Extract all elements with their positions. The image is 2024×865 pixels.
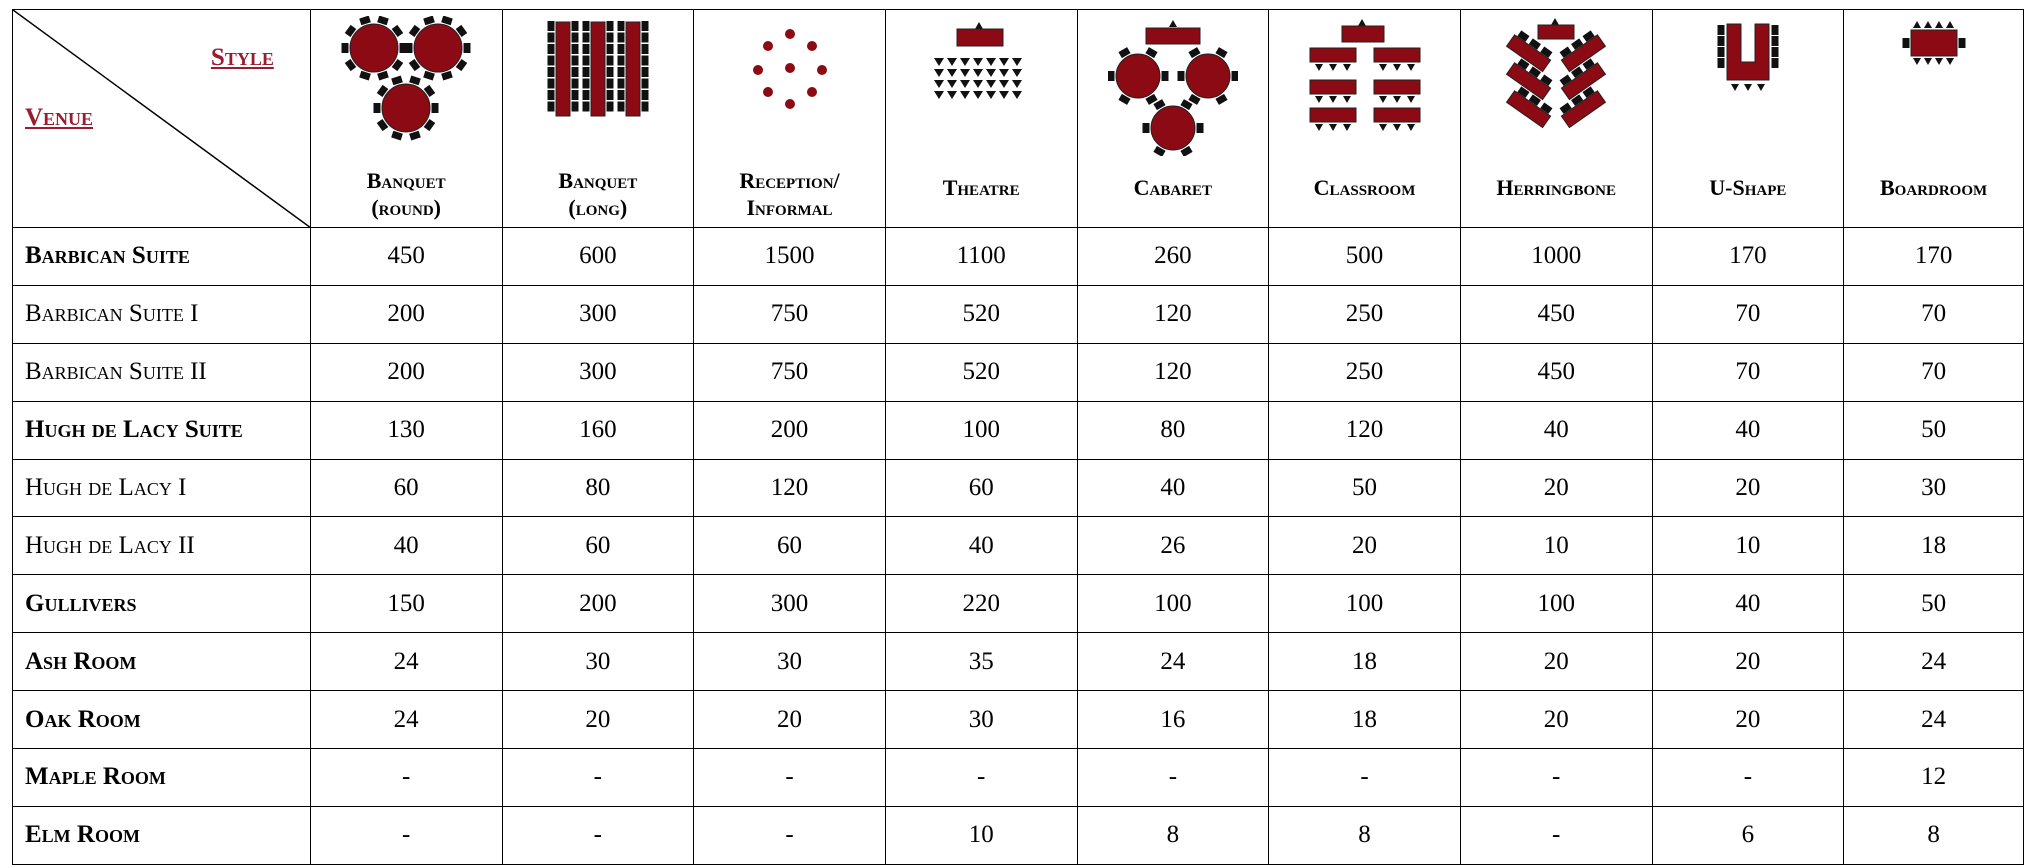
- capacity-cell: -: [694, 749, 886, 807]
- style-label: [311, 167, 502, 221]
- style-axis-label: Style: [210, 44, 274, 71]
- capacity-cell: 26: [1077, 517, 1269, 575]
- capacity-cell: 20: [1460, 691, 1652, 749]
- style-label: [1844, 174, 2023, 201]
- capacity-cell: 60: [502, 517, 694, 575]
- table-row: [13, 749, 2024, 807]
- capacity-cell: 20: [1269, 517, 1461, 575]
- capacity-cell: 600: [502, 228, 694, 286]
- capacity-cell: 12: [1844, 749, 2024, 807]
- capacity-cell: 24: [310, 633, 502, 691]
- capacity-cell: 170: [1844, 228, 2024, 286]
- venue-name: Hugh de Lacy II: [13, 517, 311, 575]
- capacity-cell: 130: [310, 401, 502, 459]
- capacity-cell: 100: [885, 401, 1077, 459]
- capacity-cell: 30: [694, 633, 886, 691]
- style-header-theatre: [885, 10, 1077, 228]
- capacity-cell: -: [1269, 749, 1461, 807]
- capacity-cell: 120: [694, 459, 886, 517]
- capacity-cell: 220: [885, 575, 1077, 633]
- table-row: [13, 633, 2024, 691]
- capacity-cell: 10: [1652, 517, 1844, 575]
- capacity-cell: 450: [310, 228, 502, 286]
- capacity-cell: 450: [1460, 343, 1652, 401]
- capacity-cell: 120: [1077, 343, 1269, 401]
- capacity-cell: 500: [1269, 228, 1461, 286]
- capacity-cell: 1500: [694, 228, 886, 286]
- banquet-long-icon: [503, 16, 694, 136]
- capacity-cell: 24: [310, 691, 502, 749]
- capacity-cell: -: [1460, 749, 1652, 807]
- style-header-u-shape: [1652, 10, 1844, 228]
- capacity-cell: 8: [1269, 806, 1461, 864]
- style-label-line1: Banquet: [558, 168, 638, 193]
- capacity-cell: 750: [694, 285, 886, 343]
- capacity-cell: -: [885, 749, 1077, 807]
- capacity-cell: 200: [310, 285, 502, 343]
- capacity-cell: 250: [1269, 285, 1461, 343]
- style-label: [1653, 174, 1844, 201]
- style-label-line1: Cabaret: [1133, 175, 1213, 200]
- capacity-cell: 70: [1844, 285, 2024, 343]
- table-row: [13, 228, 2024, 286]
- table-row: [13, 401, 2024, 459]
- capacity-cell: 520: [885, 343, 1077, 401]
- capacity-cell: 70: [1652, 343, 1844, 401]
- capacity-cell: 18: [1269, 691, 1461, 749]
- capacity-cell: -: [502, 749, 694, 807]
- capacity-cell: 30: [1844, 459, 2024, 517]
- capacity-cell: 750: [694, 343, 886, 401]
- boardroom-icon: [1844, 16, 2023, 136]
- style-label-line1: Theatre: [942, 175, 1020, 200]
- style-label-line1: Herringbone: [1496, 175, 1616, 200]
- table-row: [13, 285, 2024, 343]
- table-row: [13, 691, 2024, 749]
- style-header-cabaret: [1077, 10, 1269, 228]
- capacity-cell: 100: [1269, 575, 1461, 633]
- style-header-boardroom: [1844, 10, 2024, 228]
- venue-name: Hugh de Lacy I: [13, 459, 311, 517]
- style-label-line2: (round): [371, 195, 441, 220]
- style-label: [1078, 174, 1269, 201]
- style-label: [1269, 174, 1460, 201]
- style-label: [503, 167, 694, 221]
- capacity-cell: 18: [1269, 633, 1461, 691]
- theatre-icon: [886, 16, 1077, 136]
- style-header-reception: [694, 10, 886, 228]
- u-shape-icon: [1653, 16, 1844, 136]
- capacity-cell: 520: [885, 285, 1077, 343]
- table-row: [13, 575, 2024, 633]
- capacity-cell: 300: [502, 343, 694, 401]
- style-header-herringbone: [1460, 10, 1652, 228]
- venue-name: Oak Room: [13, 691, 311, 749]
- style-header-banquet-long: [502, 10, 694, 228]
- capacity-cell: 50: [1844, 401, 2024, 459]
- table-row: [13, 517, 2024, 575]
- capacity-cell: 20: [1652, 691, 1844, 749]
- style-header-banquet-round: [310, 10, 502, 228]
- capacity-cell: 40: [1652, 401, 1844, 459]
- banquet-round-icon: [311, 16, 502, 136]
- capacity-cell: -: [1077, 749, 1269, 807]
- capacity-cell: -: [694, 806, 886, 864]
- style-label-line1: U-Shape: [1709, 175, 1787, 200]
- reception-icon: [694, 16, 885, 136]
- capacity-cell: 35: [885, 633, 1077, 691]
- capacity-cell: 30: [885, 691, 1077, 749]
- capacity-cell: 170: [1652, 228, 1844, 286]
- capacity-cell: 250: [1269, 343, 1461, 401]
- capacity-cell: 80: [502, 459, 694, 517]
- capacity-cell: 120: [1269, 401, 1461, 459]
- capacity-cell: 8: [1844, 806, 2024, 864]
- capacity-cell: 40: [1077, 459, 1269, 517]
- capacity-cell: 20: [694, 691, 886, 749]
- capacity-cell: 16: [1077, 691, 1269, 749]
- capacity-cell: 40: [1652, 575, 1844, 633]
- capacity-cell: 40: [310, 517, 502, 575]
- capacity-cell: 60: [310, 459, 502, 517]
- capacity-cell: 8: [1077, 806, 1269, 864]
- capacity-cell: 70: [1844, 343, 2024, 401]
- capacity-cell: 24: [1077, 633, 1269, 691]
- cabaret-icon: [1078, 16, 1269, 136]
- capacity-cell: 60: [694, 517, 886, 575]
- capacity-cell: 80: [1077, 401, 1269, 459]
- style-label-line2: Informal: [746, 195, 833, 220]
- capacity-cell: -: [310, 749, 502, 807]
- style-label: [886, 174, 1077, 201]
- capacity-cell: 50: [1269, 459, 1461, 517]
- capacity-cell: 1100: [885, 228, 1077, 286]
- capacity-cell: 20: [1460, 459, 1652, 517]
- capacity-cell: 20: [1652, 633, 1844, 691]
- style-label-line1: Boardroom: [1880, 175, 1988, 200]
- capacity-cell: 200: [694, 401, 886, 459]
- style-label-line1: Reception/: [739, 168, 840, 193]
- capacity-cell: 50: [1844, 575, 2024, 633]
- style-label: [1461, 174, 1652, 201]
- venue-name: Ash Room: [13, 633, 311, 691]
- venue-name: Elm Room: [13, 806, 311, 864]
- capacity-cell: 20: [1652, 459, 1844, 517]
- capacity-cell: 60: [885, 459, 1077, 517]
- capacity-cell: 100: [1077, 575, 1269, 633]
- capacity-cell: 450: [1460, 285, 1652, 343]
- capacity-cell: 20: [502, 691, 694, 749]
- capacity-cell: 10: [1460, 517, 1652, 575]
- venue-name: Maple Room: [13, 749, 311, 807]
- capacity-cell: 200: [310, 343, 502, 401]
- capacity-cell: 300: [502, 285, 694, 343]
- capacity-cell: 160: [502, 401, 694, 459]
- capacity-cell: -: [310, 806, 502, 864]
- venue-name: Barbican Suite I: [13, 285, 311, 343]
- capacity-cell: 20: [1460, 633, 1652, 691]
- classroom-icon: [1269, 16, 1460, 136]
- venue-name: Barbican Suite: [13, 228, 311, 286]
- capacity-cell: 70: [1652, 285, 1844, 343]
- capacity-cell: 30: [502, 633, 694, 691]
- capacity-cell: 24: [1844, 633, 2024, 691]
- venue-axis-label: Venue: [25, 104, 94, 131]
- capacity-table: [12, 9, 2024, 865]
- table-row: [13, 343, 2024, 401]
- venue-name: Gullivers: [13, 575, 311, 633]
- style-label-line1: Banquet: [366, 168, 446, 193]
- capacity-cell: 150: [310, 575, 502, 633]
- capacity-cell: -: [502, 806, 694, 864]
- table-row: [13, 459, 2024, 517]
- style-label-line2: (long): [568, 195, 628, 220]
- capacity-cell: 100: [1460, 575, 1652, 633]
- capacity-cell: 40: [885, 517, 1077, 575]
- herringbone-icon: [1461, 16, 1652, 136]
- capacity-cell: -: [1460, 806, 1652, 864]
- venue-name: Barbican Suite II: [13, 343, 311, 401]
- capacity-cell: 18: [1844, 517, 2024, 575]
- capacity-cell: -: [1652, 749, 1844, 807]
- capacity-cell: 200: [502, 575, 694, 633]
- capacity-cell: 24: [1844, 691, 2024, 749]
- style-label: [694, 167, 885, 221]
- capacity-cell: 1000: [1460, 228, 1652, 286]
- capacity-cell: 300: [694, 575, 886, 633]
- style-header-classroom: [1269, 10, 1461, 228]
- venue-name: Hugh de Lacy Suite: [13, 401, 311, 459]
- capacity-cell: 10: [885, 806, 1077, 864]
- corner-header: [13, 10, 311, 228]
- style-label-line1: Classroom: [1313, 175, 1416, 200]
- capacity-cell: 6: [1652, 806, 1844, 864]
- capacity-cell: 40: [1460, 401, 1652, 459]
- capacity-cell: 120: [1077, 285, 1269, 343]
- capacity-cell: 260: [1077, 228, 1269, 286]
